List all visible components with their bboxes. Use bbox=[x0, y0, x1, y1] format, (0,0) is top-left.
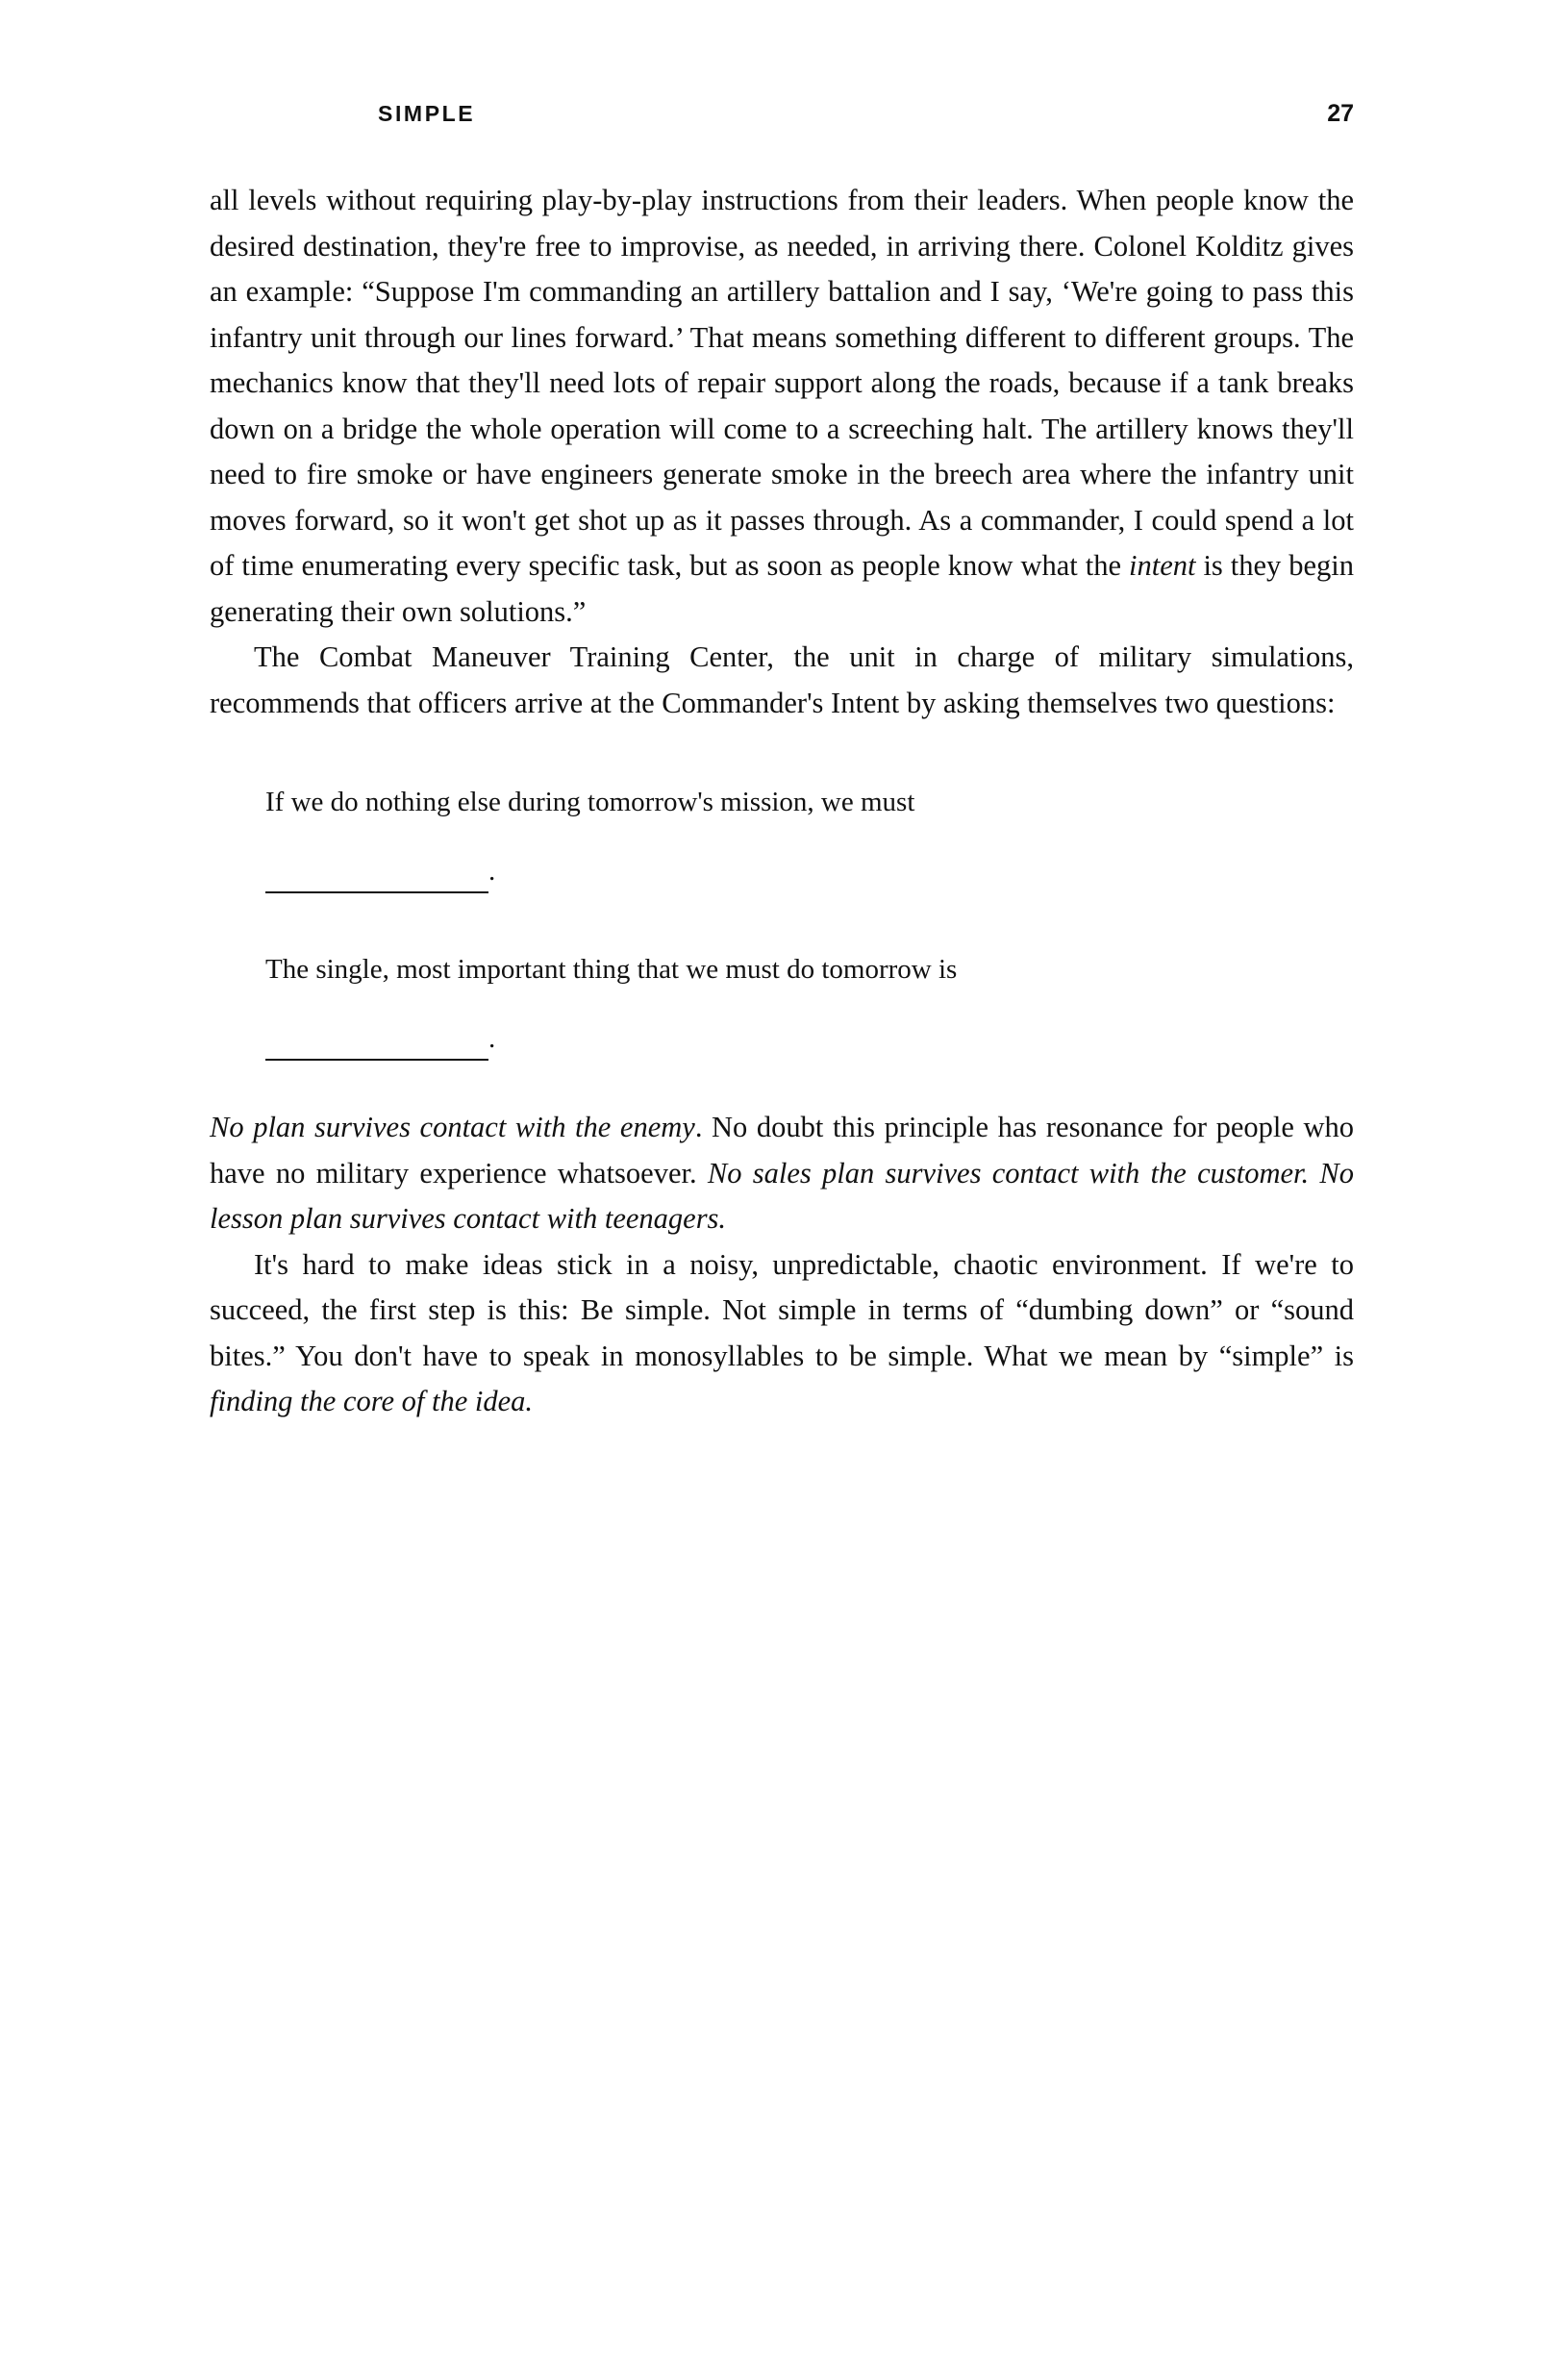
callout-answer-line-2 bbox=[265, 1016, 1325, 1061]
paragraph-1-text-a: all levels without requiring play-by-play instructions from their leaders. When people know the desired destination, they're free to improvise, as needed, in arriving there. Colonel Kolditz gives an example: “Suppose I'm commanding an artillery battalion and I say, ‘We're going to pass this infantry unit through our lines forward.’ That means something different to different groups. The mechanics know that they'll need lots of repair support along the roads, because if a tank breaks down on a bridge the whole operation will come to a screeching halt. The artillery knows they'll need to fire smoke or have engineers generate smoke in the breech area where the infantry unit moves forward, so it won't get shot up as it passes through. As a commander, I could spend a lot of time enumerating every specific task, but as soon as people know what the bbox=[210, 184, 1354, 582]
callout-question-1-text: If we do nothing else during tomorrow's mission, we must bbox=[265, 787, 915, 817]
paragraph-4 bbox=[210, 1242, 1354, 1425]
paragraph-3-text: . No doubt this principle has resonance for people who have no military experience whatsoever. bbox=[210, 1111, 1354, 1190]
callout-period-2: . bbox=[488, 1023, 496, 1054]
paragraph-3-emphasis-b: No sales plan survives contact with the customer. No lesson plan survives contact with teenagers. bbox=[210, 1156, 1354, 1235]
callout-answer-line-1 bbox=[265, 849, 1325, 893]
callout-question-2-text: The single, most important thing that we must do tomorrow is bbox=[265, 954, 958, 985]
callout-block bbox=[210, 780, 1354, 1061]
running-head bbox=[210, 100, 1354, 128]
paragraph-4-emphasis: finding the core of the idea. bbox=[210, 1385, 533, 1417]
paragraph-3 bbox=[210, 1105, 1354, 1242]
page-number: 27 bbox=[1327, 100, 1354, 127]
paragraph-4-text: It's hard to make ideas stick in a noisy, unpredictable, chaotic environment. If we're to succeed, the first step is this: Be simple. Not simple in terms of “dumbing down” or “sound bites.” You don't have to speak in monosyllables to be simple. What we mean by “simple” is bbox=[210, 1247, 1354, 1372]
running-head-title: SIMPLE bbox=[378, 101, 476, 126]
paragraph-1-text-b: is they begin generating their own solutions.” bbox=[210, 549, 1354, 628]
paragraph-2: The Combat Maneuver Training Center, the unit in charge of military simulations, recommends that officers arrive at the Commander's Intent by asking themselves two questions: bbox=[210, 640, 1354, 719]
paragraph-3-emphasis-a: No plan survives contact with the enemy bbox=[210, 1111, 695, 1143]
paragraph-1 bbox=[210, 178, 1354, 635]
callout-period-1: . bbox=[488, 856, 496, 887]
body-text bbox=[210, 178, 1354, 1425]
blank-fill-line-icon bbox=[265, 866, 488, 893]
paragraph-1-emphasis: intent bbox=[1129, 549, 1196, 582]
callout-question-2 bbox=[265, 947, 1325, 991]
page-content bbox=[210, 100, 1354, 1425]
callout-question-1 bbox=[265, 780, 1325, 824]
blank-fill-line-icon-2 bbox=[265, 1034, 488, 1061]
